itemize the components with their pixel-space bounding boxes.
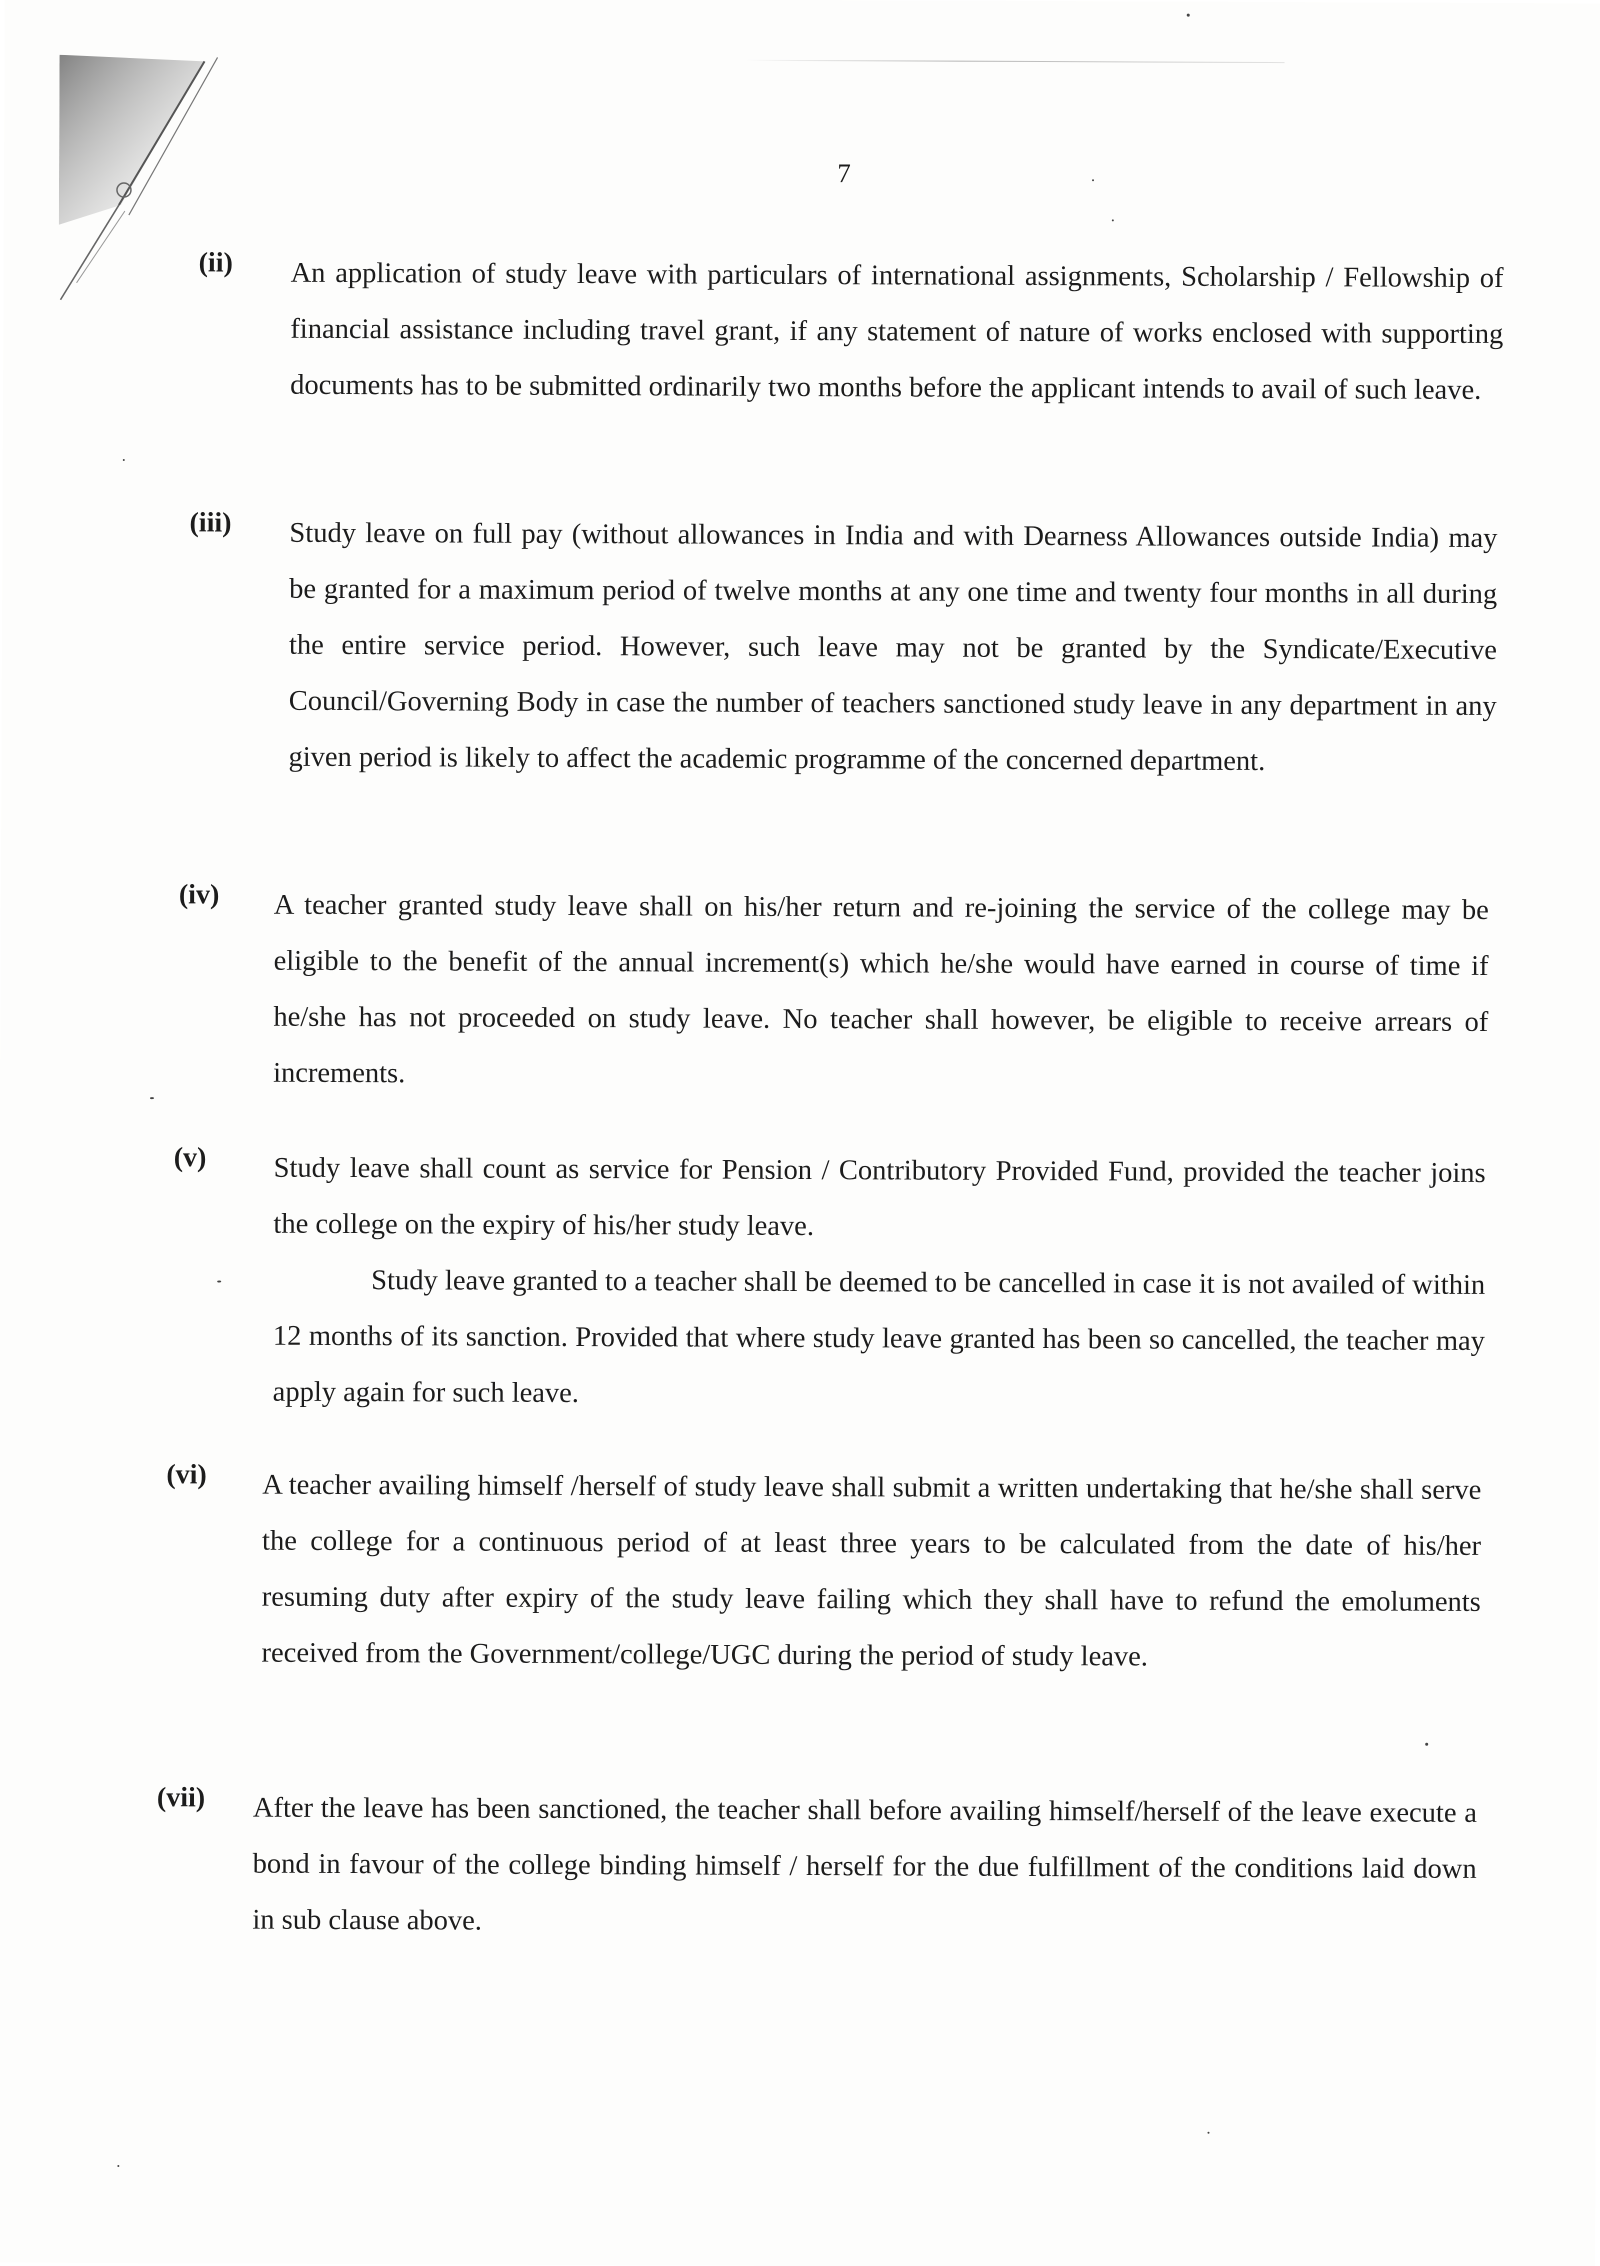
scan-speck xyxy=(150,1097,154,1099)
clause-number: (iv) xyxy=(178,879,220,911)
clause-v xyxy=(173,1140,1486,1426)
clause-vi xyxy=(165,1457,1481,1687)
clause-text xyxy=(273,1141,1486,1426)
clause-text xyxy=(290,246,1504,419)
clause-number: (iii) xyxy=(189,507,232,539)
clause-number: (ii) xyxy=(198,247,233,279)
clause-vii xyxy=(156,1780,1477,1954)
clause-paragraph: Study leave granted to a teacher shall be deemed to be cancelled in case it is not availed of within 12 months of its sanction. Provided that where study leave granted has been so cancelled, the teacher may apply again for such leave. xyxy=(272,1265,1486,1410)
clause-paragraph: A teacher granted study leave shall on his/her return and re-joining the service of the college may be eligible to the benefit of the annual increment(s) which he/she would have earned in course of time if he/she has not proceeded on study leave. No teacher shall however, be eligible to receive arrears of increments. xyxy=(273,889,1489,1090)
scan-speck xyxy=(1187,14,1190,17)
scan-speck xyxy=(1425,1743,1428,1746)
clause-ii xyxy=(198,245,1504,419)
clause-text xyxy=(288,506,1497,791)
page-number: 7 xyxy=(837,158,851,189)
scan-speck xyxy=(117,2165,119,2167)
scan-speck xyxy=(1112,219,1114,221)
clause-paragraph: An application of study leave with particulars of international assignments, Scholarship / Fellowship of financial assistance including travel grant, if any statement of nature of works enclosed with supporting documents has to be submitted ordinarily two months before the applicant intends to avail of such leave. xyxy=(290,257,1504,406)
clause-paragraph: After the leave has been sanctioned, the teacher shall before availing himself/herself of the leave execute a bond in favour of the college binding himself / herself for the due fulfillment of the conditions laid down in sub clause above. xyxy=(252,1792,1477,1937)
clause-number: (v) xyxy=(173,1142,207,1174)
clause-paragraph: Study leave shall count as service for Pension / Contributory Provided Fund, provided the teacher joins the college on the expiry of his/her study leave. xyxy=(273,1152,1486,1243)
scan-edge-line xyxy=(745,60,1285,63)
clause-iii xyxy=(188,505,1497,791)
scan-speck xyxy=(1207,2132,1209,2134)
clause-iv xyxy=(178,877,1489,1107)
clause-paragraph: A teacher availing himself /herself of study leave shall submit a written undertaking that he/she shall serve the college for a continuous period of at least three years to be calculated from the date of his/her resuming duty after expiry of the study leave failing which they shall have to refund the emoluments received from the Government/college/UGC during the period of study leave. xyxy=(261,1469,1482,1673)
clause-text xyxy=(273,878,1489,1107)
scan-speck xyxy=(123,459,125,461)
clause-number: (vii) xyxy=(156,1782,206,1814)
clause-text xyxy=(261,1458,1481,1687)
clause-paragraph: Study leave on full pay (without allowances in India and with Dearness Allowances outside India) may be granted for a maximum period of twelve months at any one time and twenty four months in all during the entire service period. However, such leave may not be granted by the Syndicate/Executive Council/Governing Body in case the number of teachers sanctioned study leave in any department in any given period is likely to affect the academic programme of the concerned department. xyxy=(288,517,1498,778)
scan-fold-shadow xyxy=(58,55,219,306)
clause-number: (vi) xyxy=(166,1459,207,1491)
clause-text xyxy=(252,1781,1477,1954)
scan-speck xyxy=(1092,179,1094,181)
scan-speck xyxy=(217,1280,221,1282)
